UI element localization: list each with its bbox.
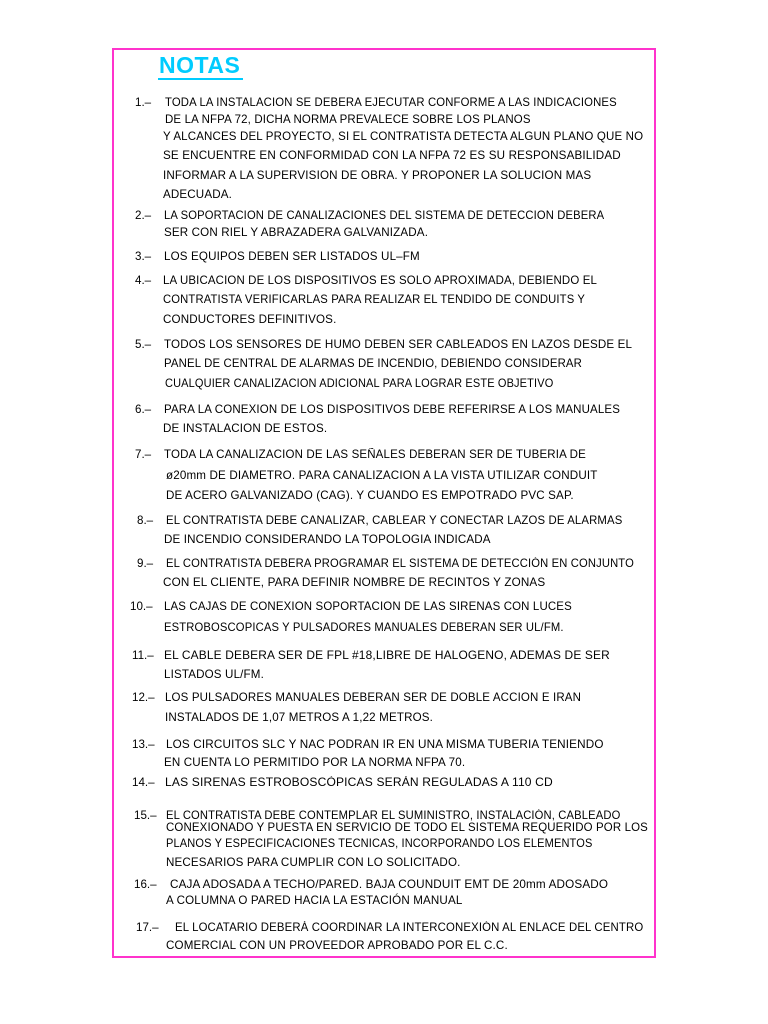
note-line: TODOS LOS SENSORES DE HUMO DEBEN SER CABLEADOS EN LAZOS DESDE EL: [164, 338, 633, 351]
note-line: COMERCIAL CON UN PROVEEDOR APROBADO POR EL C.C.: [166, 939, 508, 952]
note-number: 6.–: [135, 403, 152, 416]
note-line: DE INCENDIO CONSIDERANDO LA TOPOLOGIA INDICADA: [164, 533, 491, 546]
note-line: NECESARIOS PARA CUMPLIR CON LO SOLICITADO.: [166, 856, 461, 869]
note-number: 17.–: [136, 921, 159, 934]
note-line: ø20mm DE DIAMETRO. PARA CANALIZACION A LA VISTA UTILIZAR CONDUIT: [166, 469, 598, 482]
note-line: LA UBICACION DE LOS DISPOSITIVOS ES SOLO APROXIMADA, DEBIENDO EL: [163, 274, 597, 287]
note-line: PARA LA CONEXION DE LOS DISPOSITIVOS DEBE REFERIRSE A LOS MANUALES: [164, 403, 621, 416]
note-line: EL CONTRATISTA DEBERA PROGRAMAR EL SISTEMA DE DETECCIÓN EN CONJUNTO: [166, 557, 634, 570]
note-number: 16.–: [134, 878, 157, 891]
note-line: EL CONTRATISTA DEBE CANALIZAR, CABLEAR Y CONECTAR LAZOS DE ALARMAS: [166, 514, 623, 527]
note-line: TODA LA INSTALACION SE DEBERA EJECUTAR CONFORME A LAS INDICACIONES: [165, 96, 617, 109]
note-line: TODA LA CANALIZACION DE LAS SEÑALES DEBERAN SER DE TUBERIA DE: [164, 448, 586, 461]
note-line: DE LA NFPA 72, DICHA NORMA PREVALECE SOBRE LOS PLANOS: [165, 113, 531, 126]
note-line: CONEXIONADO Y PUESTA EN SERVICIO DE TODO EL SISTEMA REQUERIDO POR LOS: [166, 821, 648, 834]
note-line: EL CABLE DEBERA SER DE FPL #18,LIBRE DE HALOGENO, ADEMAS DE SER: [164, 649, 610, 662]
note-line: SER CON RIEL Y ABRAZADERA GALVANIZADA.: [164, 226, 429, 239]
note-number: 2.–: [135, 209, 152, 222]
note-number: 11.–: [132, 649, 154, 662]
note-line: ADECUADA.: [163, 188, 232, 201]
note-number: 9.–: [137, 557, 154, 570]
note-line: ESTROBOSCOPICAS Y PULSADORES MANUALES DEBERAN SER UL/FM.: [164, 621, 564, 634]
note-line: CON EL CLIENTE, PARA DEFINIR NOMBRE DE RECINTOS Y ZONAS: [163, 576, 546, 589]
note-line: DE INSTALACION DE ESTOS.: [163, 422, 328, 435]
note-line: PANEL DE CENTRAL DE ALARMAS DE INCENDIO, DEBIENDO CONSIDERAR: [164, 357, 583, 370]
note-line: CONDUCTORES DEFINITIVOS.: [163, 313, 337, 326]
note-line: LA SOPORTACION DE CANALIZACIONES DEL SISTEMA DE DETECCION DEBERA: [164, 209, 605, 222]
note-number: 4.–: [135, 274, 152, 287]
note-number: 14.–: [132, 776, 155, 789]
note-number: 13.–: [132, 738, 155, 751]
note-line: CAJA ADOSADA A TECHO/PARED. BAJA COUNDUIT EMT DE 20mm ADOSADO: [170, 878, 609, 891]
note-line: DE ACERO GALVANIZADO (CAG). Y CUANDO ES EMPOTRADO PVC SAP.: [166, 489, 574, 502]
note-line: EL LOCATARIO DEBERÁ COORDINAR LA INTERCONEXIÓN AL ENLACE DEL CENTRO: [175, 921, 644, 934]
note-number: 1.–: [135, 96, 152, 109]
note-line: LOS CIRCUITOS SLC Y NAC PODRAN IR EN UNA MISMA TUBERIA TENIENDO: [166, 738, 604, 751]
note-line: Y ALCANCES DEL PROYECTO, SI EL CONTRATISTA DETECTA ALGUN PLANO QUE NO: [163, 130, 644, 143]
note-line: LAS SIRENAS ESTROBOSCÒPICAS SERÀN REGULADAS A 110 CD: [165, 776, 553, 789]
note-number: 7.–: [135, 448, 152, 461]
note-line: LOS EQUIPOS DEBEN SER LISTADOS UL–FM: [164, 250, 420, 263]
note-number: 5.–: [135, 338, 152, 351]
note-number: 8.–: [137, 514, 154, 527]
note-line: LOS PULSADORES MANUALES DEBERAN SER DE DOBLE ACCION E IRAN: [165, 691, 582, 704]
note-line: A COLUMNA O PARED HACIA LA ESTACIÓN MANUAL: [166, 894, 463, 907]
note-number: 15.–: [134, 809, 157, 822]
title-underline: [158, 78, 243, 80]
note-number: 3.–: [135, 250, 152, 263]
note-line: INSTALADOS DE 1,07 METROS A 1,22 METROS.: [165, 711, 434, 724]
note-line: INFORMAR A LA SUPERVISION DE OBRA. Y PROPONER LA SOLUCION MAS: [163, 169, 592, 182]
note-line: LAS CAJAS DE CONEXION SOPORTACION DE LAS SIRENAS CON LUCES: [164, 600, 572, 613]
note-line: LISTADOS UL/FM.: [164, 668, 264, 681]
note-line: CONTRATISTA VERIFICARLAS PARA REALIZAR EL TENDIDO DE CONDUITS Y: [163, 293, 586, 306]
notes-title: NOTAS: [159, 52, 241, 78]
note-line: PLANOS Y ESPECIFICACIONES TECNICAS, INCORPORANDO LOS ELEMENTOS: [166, 837, 593, 850]
note-line: SE ENCUENTRE EN CONFORMIDAD CON LA NFPA 72 ES SU RESPONSABILIDAD: [163, 149, 621, 162]
note-line: EN CUENTA LO PERMITIDO POR LA NORMA NFPA 70.: [164, 756, 466, 769]
note-line: CUALQUIER CANALIZACION ADICIONAL PARA LOGRAR ESTE OBJETIVO: [165, 377, 554, 390]
note-line: EL CONTRATISTA DEBE CONTEMPLAR EL SUMINISTRO, INSTALACIÓN, CABLEADO: [166, 809, 621, 822]
note-number: 10.–: [130, 600, 153, 613]
note-number: 12.–: [132, 691, 155, 704]
